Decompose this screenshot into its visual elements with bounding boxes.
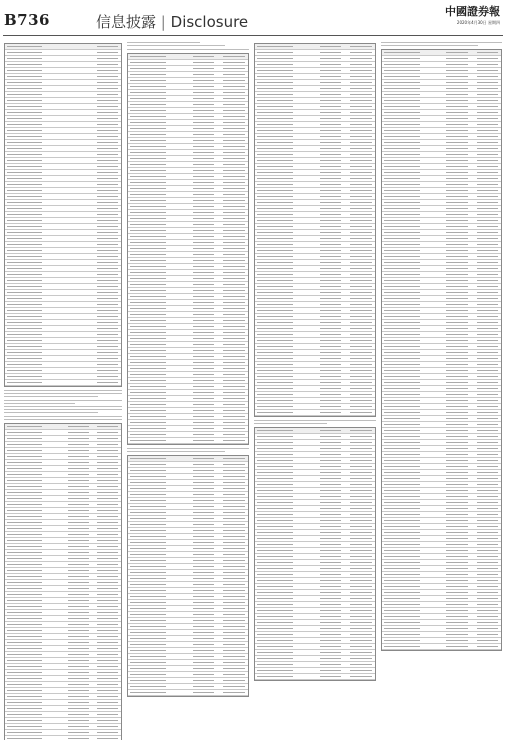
column-4-text: [381, 42, 502, 46]
balance-table-1: [254, 43, 376, 417]
section-divider: |: [160, 13, 166, 31]
disclosure-table-2: [4, 423, 122, 740]
financial-table-1: [127, 53, 249, 445]
newspaper-logo: 中國證券報: [445, 5, 500, 18]
disclosure-table-1: [4, 43, 122, 387]
section-title-cn: 信息披露: [96, 13, 157, 31]
cashflow-table: [381, 49, 502, 651]
section-title: [96, 11, 248, 32]
column-2: [127, 40, 249, 740]
column-3: [254, 40, 376, 740]
masthead: [0, 0, 506, 34]
column-2-text: [127, 42, 249, 49]
column-1: [4, 40, 122, 740]
column-4: [381, 40, 502, 740]
balance-table-2: [254, 427, 376, 681]
column-1-text: [4, 390, 122, 420]
issue-date: 2020年4月30日 星期四: [456, 20, 500, 25]
section-title-en: Disclosure: [170, 13, 249, 31]
masthead-rule: [3, 35, 503, 36]
page-number: B736: [4, 11, 50, 29]
financial-table-2: [127, 455, 249, 697]
